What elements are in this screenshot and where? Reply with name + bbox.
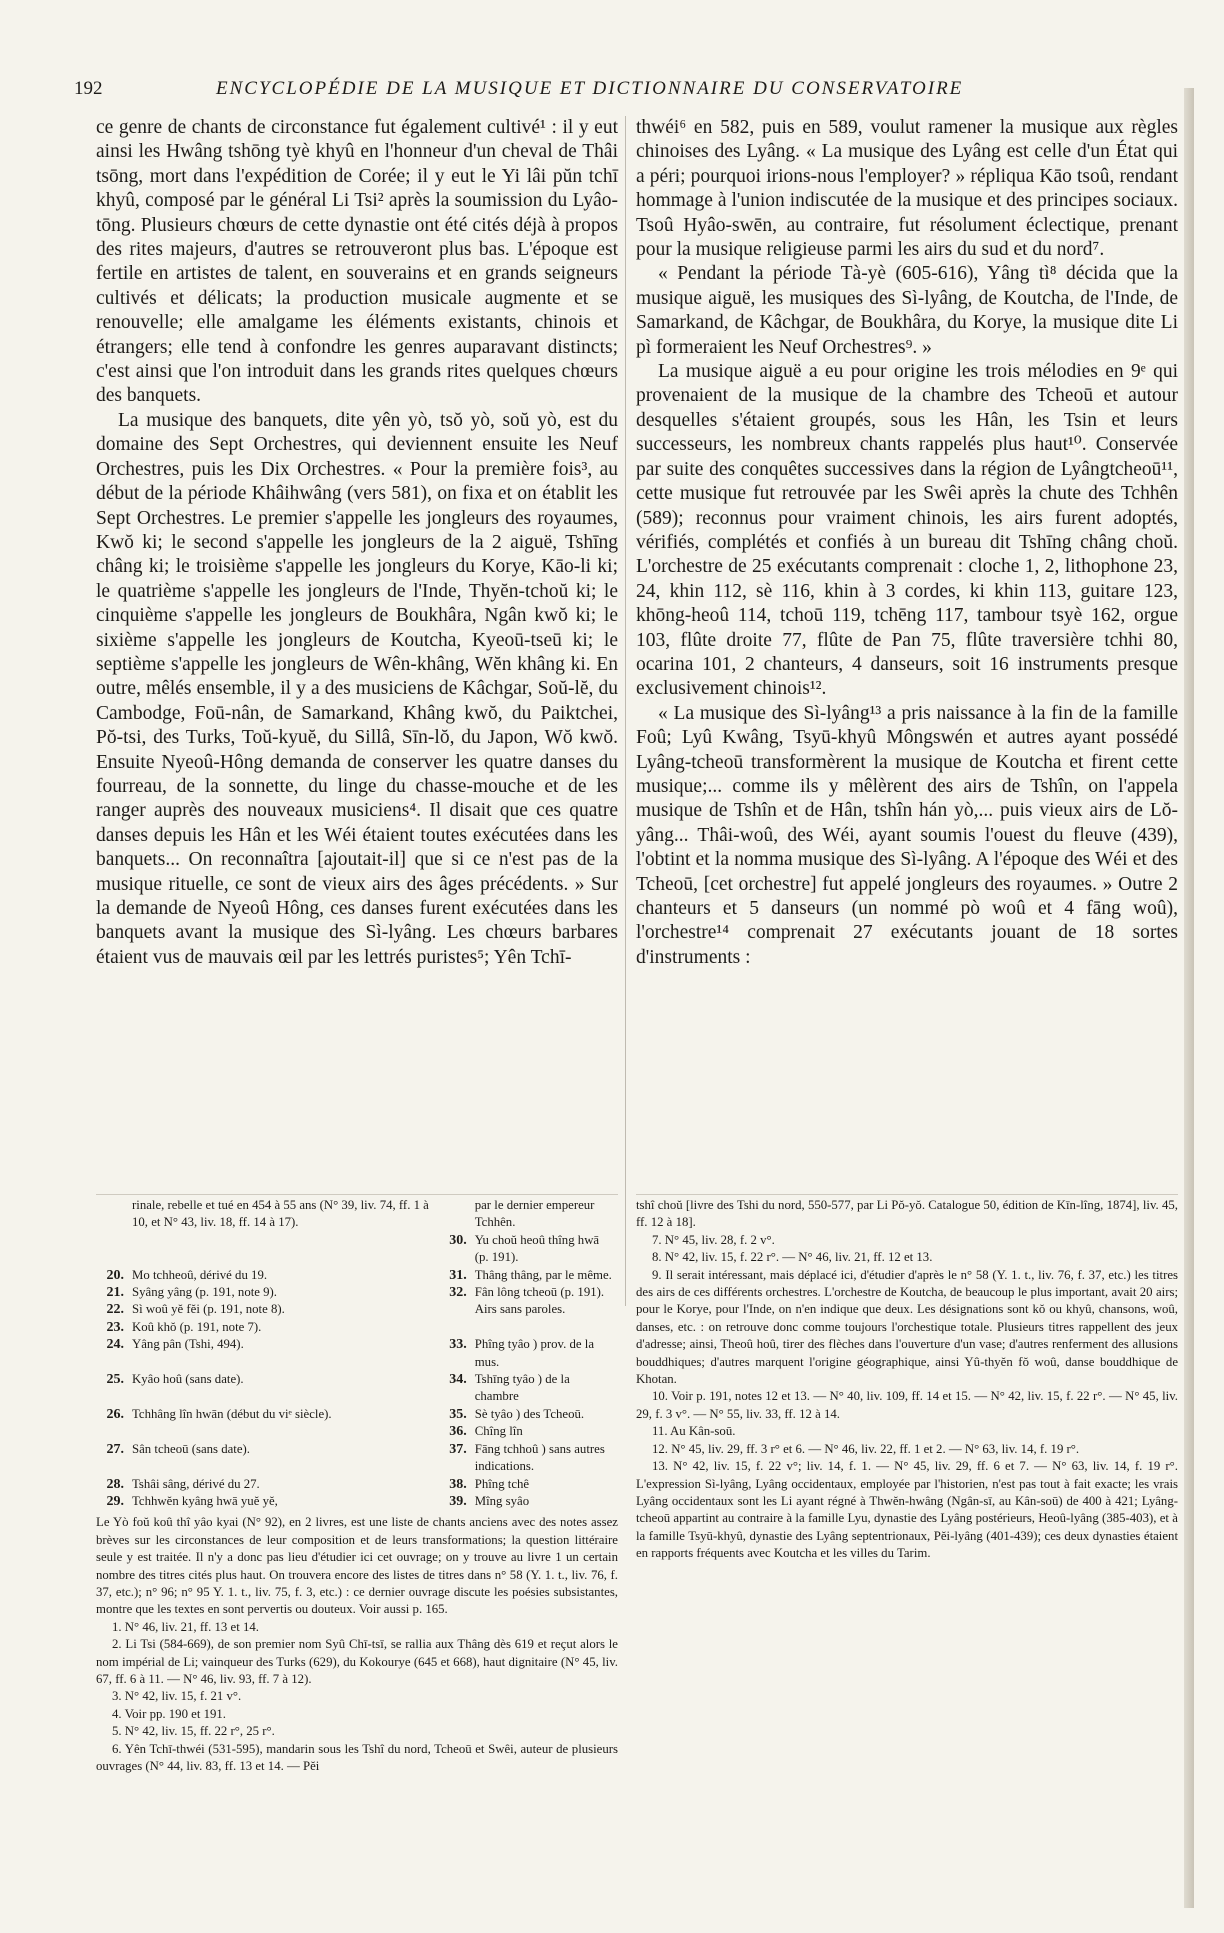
footnote: 10. Voir p. 191, notes 12 et 13. — N° 40, liv. 109, ff. 14 et 15. — N° 42, liv. 15, f. 22 r°. — N° 45, liv. 29, f. 3 v°. — N° 55, liv. 33, ff. 12 à 14.	[636, 1389, 1178, 1421]
body-paragraph: « La musique des Sì-lyâng¹³ a pris naissance à la fin de la famille Foû; Lyû Kwâng, Tsyū-khyû Môngswén et autres ayant possédé Lyâng-tcheoū transformèrent la musique de Koutcha et firent cette musique;... comme ils y mêlèrent des airs de Tshîn, on l'appela musique de Tshîn et de Hân, tshîn hán yò,... puis vieux airs de Lŏ-yâng... Thâi-woû, des Wéi, ayant soumis l'ouest du fleuve (439), l'obtint et la nomma musique des Sì-lyâng. A l'époque des Wéi et des Tcheoū, [cet orchestre] fut appelé jongleurs des royaumes. » Outre 2 chanteurs et 5 danseurs (un nommé pò woû et 4 fāng woû), l'orchestre¹⁴ comprenait 27 exécutants jouant de 18 sortes d'instruments :	[636, 702, 1178, 968]
footnote: 8. N° 42, liv. 15, f. 22 r°. — N° 46, liv. 21, ff. 12 et 13.	[652, 1250, 933, 1265]
list-number	[439, 1319, 473, 1336]
list-row	[96, 1267, 618, 1284]
list-number: 35.	[449, 1406, 467, 1422]
list-number: 28.	[106, 1476, 124, 1492]
list-number: 29.	[106, 1493, 124, 1509]
list-entry: Fāng tchhoû ) sans autres indications.	[474, 1441, 605, 1474]
footnote: tshî choŭ [livre des Tshi du nord, 550-577, par Li Pŏ-yŏ. Catalogue 50, édition de Kīn-lîng, 1874], liv. 45, ff. 12 à 18].	[636, 1198, 1178, 1230]
footnote: 7. N° 45, liv. 28, f. 2 v°.	[652, 1232, 775, 1247]
footnote: 3. N° 42, liv. 15, f. 21 v°.	[112, 1689, 242, 1704]
list-number	[439, 1197, 473, 1232]
list-row	[96, 1441, 618, 1476]
list-number: 24.	[106, 1337, 124, 1353]
list-number: 26.	[106, 1406, 124, 1422]
list-number: 21.	[106, 1285, 124, 1301]
list-number: 38.	[449, 1476, 467, 1492]
footnote: 11. Au Kân-soū.	[652, 1424, 736, 1439]
list-number: 23.	[106, 1319, 124, 1335]
list-entry: Yâng pân (Tshi, 494).	[132, 1337, 244, 1352]
list-number: 27.	[106, 1441, 124, 1457]
list-entry: Syâng yâng (p. 191, note 9).	[132, 1285, 278, 1300]
list-entry	[130, 1232, 439, 1267]
list-entry: Thâng thâng, par le même.	[474, 1267, 612, 1282]
list-entry: Tchhâng lîn hwān (début du viᵉ siècle).	[132, 1406, 332, 1421]
list-entry: Tchhwĕn kyâng hwā yuĕ yĕ,	[132, 1493, 278, 1508]
list-entry: Fân lông tcheoū (p. 191).	[474, 1285, 605, 1300]
right-footnotes	[636, 1197, 1178, 1563]
body-paragraph: ce genre de chants de circonstance fut également cultivé¹ : il y eut ainsi les Hwâng tshōng tyè khyû en l'honneur d'un cheval de Thâi tsōng, mort dans l'expédition de Corée; il y eut le Yi lâi pŭn tchī khyû, composé par le général Li Tsi² après la soumission du Lyâo-tōng. Plusieurs chœurs de cette dynastie ont été cités déjà à propos des rites majeurs, d'autres se retrouveront plus bas. L'époque est fertile en artistes de talent, en souverains et en grands seigneurs cultivés et délicats; la production musicale augmente et se renouvelle; elle amalgame les éléments existants, chinois et étrangers; elle tend à confondre les genres auparavant distincts; c'est ainsi que l'on introduit dans les grands rites quelques chœurs des banquets.	[96, 117, 618, 407]
right-column	[636, 116, 1178, 970]
list-number: 20.	[106, 1267, 124, 1283]
list-entry: Chîng lîn	[474, 1424, 523, 1439]
list-number: 31.	[449, 1267, 467, 1283]
list-entry: Sì woû yĕ fĕi (p. 191, note 8).	[132, 1302, 285, 1317]
list-row	[96, 1284, 618, 1301]
list-row	[96, 1232, 618, 1267]
list-number: 22.	[106, 1302, 124, 1318]
list-row	[96, 1197, 618, 1232]
left-column	[96, 116, 618, 970]
footnote: 9. Il serait intéressant, mais déplacé ici, d'étudier d'après le n° 58 (Y. 1. t., liv. 76, f. 37, etc.) les titres des airs de ces différents orchestres. L'orchestre de Koutcha, de beaucoup le plus important, avait 20 airs; pour le Korye, pour l'Inde, on n'en indique que deux. Les désignations sont kŏ ou khyû, chansons, woû, danses, etc. : on retrouve donc comme toujours l'orchestique totale. Plusieurs titres rappellent des jeux d'adresse; ainsi, Theoû hoû, tirer des flèches dans l'ouverture d'un vase; d'autres renferment des allusions bouddhiques; d'autres marquent l'origine géographique, ainsi Yû-thyĕn fŏ woû, danse bouddhique de Khotan.	[636, 1267, 1178, 1387]
list-entry: Tshīng tyâo ) de la chambre	[474, 1372, 570, 1404]
list-number: 30.	[449, 1232, 467, 1248]
body-paragraph: « Pendant la période Tà-yè (605-616), Yâng tì⁸ décida que la musique aiguë, les musiques des Sì-lyâng, de Koutcha, de l'Inde, de Samarkand, de Kâchgar, de Boukhâra, du Korye, la musique dite Li pì formeraient les Neuf Orchestres⁹. »	[636, 263, 1178, 358]
list-entry	[130, 1423, 439, 1440]
body-paragraph: thwéi⁶ en 582, puis en 589, voulut ramener la musique aux règles chinoises des Lyâng. « La musique des Lyâng est celle d'un État qui a péri; pourquoi irions-nous l'employer? » répliqua Kāo tsoû, rendant hommage à l'union indiscutée de la musique et des principes sociaux. Tsoû Hyâo-swēn, au contraire, fut résolument éclectique, prenant pour la musique religieuse parmi les airs du sud et du nord⁷.	[636, 117, 1178, 261]
list-number	[96, 1423, 130, 1440]
list-entry: Sè tyâo ) des Tcheoū.	[474, 1406, 585, 1421]
page-header	[74, 78, 1184, 106]
list-row	[96, 1406, 618, 1423]
list-entry: Kyâo hoû (sans date).	[132, 1372, 244, 1387]
list-number: 34.	[449, 1372, 467, 1388]
list-number: 36.	[449, 1424, 467, 1440]
footnote: Le Yò foŭ koû thî yâo kyai (N° 92), en 2 livres, est une liste de chants anciens avec des notes assez brèves sur les circonstances de leur composition et de leurs transformations; la question littéraire seule y est traitée. Il n'y a donc pas lieu d'étudier ici cet ouvrage; on y trouve au livre 1 un certain nombre des titres cités plus haut. On trouvera encore des listes de titres dans n° 58 (Y. 1. t., liv. 76, f. 37, etc.); n° 96; n° 95 Y. 1. t., liv. 75, f. 3, etc.) : ce dernier ouvrage discute les poésies subsistantes, montre que les textes en sont pervertis ou douteux. Voir aussi p. 165.	[96, 1515, 618, 1617]
list-entry: Phîng tyâo ) prov. de la mus.	[474, 1337, 595, 1369]
list-entry: Yu choŭ heoû thîng hwā (p. 191).	[474, 1232, 600, 1265]
column-divider	[625, 116, 626, 1306]
song-title-list	[96, 1197, 618, 1510]
list-entry	[473, 1319, 618, 1336]
list-entry: Phîng tchê	[474, 1476, 530, 1491]
body-paragraph: La musique aiguë a eu pour origine les trois mélodies en 9ᵉ qui provenaient de la musique de la chambre des Tcheoū et autour desquelles s'étaient groupés, sous les Hân, les Tsin et leurs successeurs, les nombreux chants rappelés plus haut¹⁰. Conservée par suite des conquêtes successives dans la région de Lyângtcheoū¹¹, cette musique fut retrouvée par les Swêi après la chute des Tchhên (589); reconnus pour vraiment chinois, les airs furent adoptés, vérifiés, complétés et confiés à un bureau dit Tshīng châng choŭ. L'orchestre de 25 exécutants comprenait : cloche 1, 2, lithophone 23, 24, khin 112, sè 116, khin à 3 cordes, ki khin 113, guitare 123, khōng-heoû 114, tchoū 119, tchēng 117, tambour tsyè 162, orgue 103, flûte droite 77, flûte de Pan 75, flûte traversière tchhi 80, ocarina 101, 2 chanteurs, 4 danseurs, soit 16 instruments presque exclusivement chinois¹².	[636, 361, 1178, 700]
list-row	[96, 1423, 618, 1440]
footnote: 6. Yên Tchī-thwéi (531-595), mandarin sous les Tshî du nord, Tcheoū et Swêi, auteur de plusieurs ouvrages (N° 44, liv. 83, ff. 13 et 14. — Pĕi	[96, 1741, 618, 1773]
list-entry: Sân tcheoū (sans date).	[132, 1441, 250, 1456]
page-number: 192	[74, 78, 103, 99]
list-row	[96, 1371, 618, 1406]
footnote: 13. N° 42, liv. 15, f. 22 v°; liv. 14, f. 1. — N° 45, liv. 29, ff. 6 et 7. — N° 63, liv. 14, f. 19 r°. L'expression Sì-lyâng, Lyâng occidentaux, employée par l'historien, n'est pas tout à fait exacte; les vrais Lyâng occidentaux sont les Li ayant régné à Thwĕn-hwâng (Ngân-sī, au Kân-soū) de 400 à 421; Lyâng-tcheoū appartint au contraire à la famille Lyu, dynastie des Lyâng postérieurs, Heoû-lyâng (385-403), et à la famille Tsyū-khyû, dynastie des Lyâng septentrionaux, Pĕi-lyâng (401-439); ces deux dynasties étaient en rapports fréquents avec Koutcha et les villes du Tarim.	[636, 1459, 1178, 1561]
list-row	[96, 1336, 618, 1371]
list-number	[96, 1232, 130, 1267]
footnote: 2. Li Tsi (584-669), de son premier nom Syû Chī-tsī, se rallia aux Thâng dès 619 et reçut alors le nom impérial de Li; vainqueur des Turks (629), du Kokourye (645 et 668), haut dignitaire (N° 45, liv. 67, ff. 6 à 11. — N° 46, liv. 93, ff. 7 à 12).	[96, 1637, 618, 1686]
body-paragraph: La musique des banquets, dite yên yò, tsŏ yò, soŭ yò, est du domaine des Sept Orchestres, qui deviennent ensuite les Neuf Orchestres, puis les Dix Orchestres. « Pour la première fois³, au début de la période Khâihwâng (vers 581), on fixa et on établit les Sept Orchestres. Le premier s'appelle les jongleurs des royaumes, Kwŏ ki; le second s'appelle les jongleurs de la 2 aiguë, Tshīng châng ki; le troisième s'appelle les jongleurs du Korye, Kāo-li ki; le quatrième s'appelle les jongleurs de l'Inde, Thyĕn-tchoŭ ki; le cinquième s'appelle les jongleurs de Boukhâra, Ngân kwŏ ki; le sixième s'appelle les jongleurs de Koutcha, Kyeoū-tseū ki; le septième s'appelle les jongleurs de Wên-khâng, Wĕn khâng ki. En outre, mêlés ensemble, il y a des musiciens de Kâchgar, Soŭ-lĕ, du Cambodge, Foū-nân, de Samarkand, Khâng kwŏ, du Paiktchei, Pŏ-tsi, des Turks, Toŭ-kyuĕ, du Sillâ, Sīn-lŏ, du Japon, Wŏ kwŏ. Ensuite Nyeoû-Hông demanda de conserver les quatre danses du fourreau, de la sonnette, du linge du chasse-mouche et de les ranger auprès des nouveaux musiciens⁴. Il disait que ces quatre danses depuis les Hân et les Wéi étaient toutes exécutées dans les banquets... On reconnaîtra [ajoutait-il] que si ce n'est pas de la musique rituelle, ce sont de vieux airs des âges précédents. » Sur la demande de Nyeoû Hông, ces danses furent exécutées dans les banquets avant la musique des Sì-lyâng. Les chœurs barbares étaient vus de mauvais œil par les lettrés puristes⁵; Yên Tchī-	[96, 409, 618, 968]
list-entry: par le dernier empereur Tchhên.	[474, 1198, 595, 1230]
list-entry: Airs sans paroles.	[474, 1302, 566, 1317]
list-row	[96, 1301, 618, 1318]
book-spine-edge	[1184, 88, 1194, 1908]
footnote: 4. Voir pp. 190 et 191.	[112, 1706, 226, 1721]
footnote-separator	[636, 1194, 1178, 1195]
list-number: 39.	[449, 1493, 467, 1509]
list-number: 33.	[449, 1337, 467, 1353]
list-entry: Mîng syâo	[474, 1493, 530, 1508]
list-number	[96, 1197, 130, 1232]
list-entry: rinale, rebelle et tué en 454 à 55 ans (N° 39, liv. 74, ff. 1 à 10, et N° 43, liv. 18, ff. 14 à 17).	[132, 1198, 429, 1230]
list-number: 32.	[449, 1285, 467, 1301]
footnote: 12. N° 45, liv. 29, ff. 3 r° et 6. — N° 46, liv. 22, ff. 1 et 2. — N° 63, liv. 14, f. 19 r°.	[652, 1441, 1080, 1456]
list-row	[96, 1319, 618, 1336]
running-title: ENCYCLOPÉDIE DE LA MUSIQUE ET DICTIONNAIRE DU CONSERVATOIRE	[216, 78, 964, 99]
footnote-separator	[96, 1194, 618, 1195]
list-row	[96, 1493, 618, 1510]
list-row	[96, 1476, 618, 1493]
list-entry: Koû khŏ (p. 191, note 7).	[132, 1319, 262, 1334]
list-entry: Mo tchheoû, dérivé du 19.	[132, 1267, 268, 1282]
list-entry: Tshâi sâng, dérivé du 27.	[132, 1476, 260, 1491]
footnote: 5. N° 42, liv. 15, ff. 22 r°, 25 r°.	[112, 1724, 275, 1739]
list-number	[439, 1301, 473, 1318]
left-footnotes	[96, 1197, 618, 1775]
list-number: 25.	[106, 1372, 124, 1388]
footnote: 1. N° 46, liv. 21, ff. 13 et 14.	[112, 1619, 259, 1634]
list-number: 37.	[449, 1441, 467, 1457]
